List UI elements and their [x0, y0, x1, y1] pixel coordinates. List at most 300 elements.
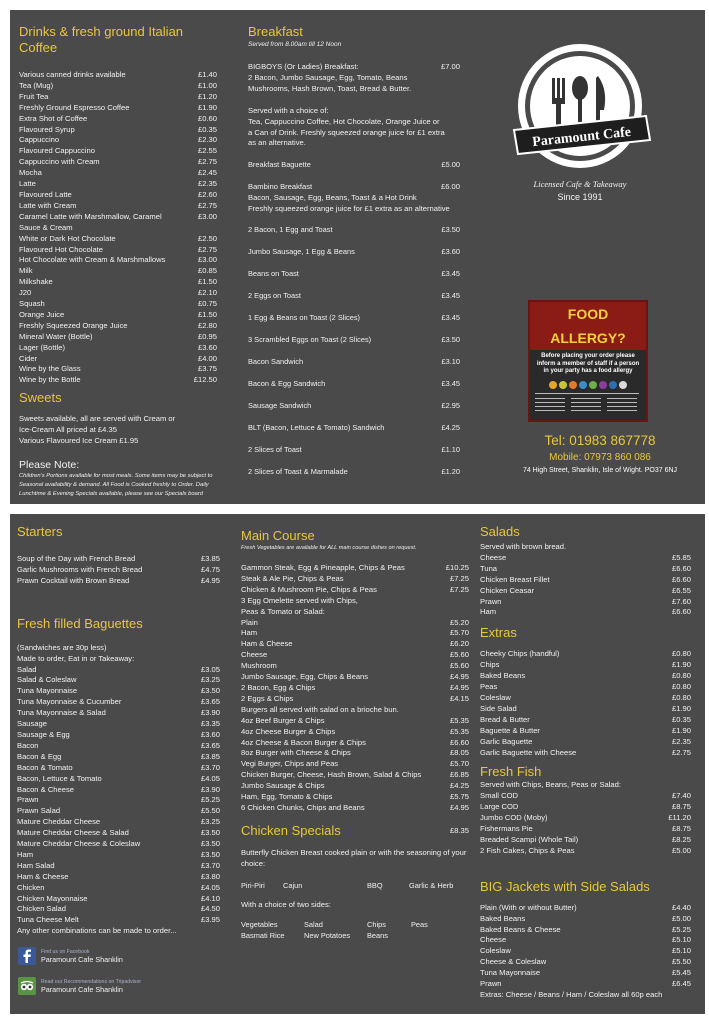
item-name: BLT (Bacon, Lettuce & Tomato) Sandwich	[248, 423, 385, 433]
item-price: £3.85	[200, 554, 220, 563]
allergy-title: FOOD ALLERGY?	[530, 302, 646, 350]
menu-item	[248, 357, 460, 368]
menu-item	[19, 354, 217, 365]
sweets-line: Sweets available, all are served with Cream or	[19, 414, 176, 424]
item-price: £6.60	[671, 563, 691, 573]
item-price: £3.90	[200, 784, 220, 794]
item-name: Flavoured Cappuccino	[19, 146, 95, 156]
menu-item	[17, 741, 220, 752]
menu-item	[241, 563, 469, 574]
item-price: £8.25	[671, 834, 691, 844]
item-name: Breakfast Baguette	[248, 160, 311, 170]
item-price: £4.25	[441, 423, 460, 433]
side-options	[241, 919, 469, 930]
item-price: £7.40	[671, 791, 691, 801]
item-price: £1.90	[671, 703, 691, 713]
logo-emblem	[500, 40, 660, 180]
menu-item	[248, 335, 460, 346]
menu-item	[19, 135, 217, 146]
item-price: £4.95	[449, 802, 469, 812]
menu-item	[241, 770, 469, 781]
chicken-price: £8.35	[449, 826, 469, 836]
item-name: Ham Salad	[17, 860, 55, 870]
item-name: 4oz Beef Burger & Chips	[241, 715, 325, 725]
cafe-logo	[500, 40, 660, 202]
menu-item	[241, 607, 469, 618]
item-name: Plain	[241, 617, 258, 627]
note-title: Please Note:	[19, 459, 80, 471]
item-price: £3.60	[441, 247, 460, 257]
item-price: £1.50	[197, 309, 217, 319]
fish-intro: Served with Chips, Beans, Peas or Salad:	[480, 780, 621, 790]
breakfast-title: Breakfast	[248, 24, 303, 39]
menu-item	[480, 704, 691, 715]
item-name: Large COD	[480, 802, 519, 812]
item-price: £3.65	[200, 697, 220, 707]
menu-item	[17, 665, 220, 676]
item-name: Sauce & Cream	[19, 222, 73, 232]
menu-item	[241, 672, 469, 683]
chicken-title: Chicken Specials	[241, 822, 341, 838]
item-price: £8.75	[671, 824, 691, 834]
salads-title: Salads	[480, 524, 520, 539]
item-price: £0.80	[671, 671, 691, 681]
allergen-icon	[569, 381, 577, 389]
item-price: £6.60	[671, 607, 691, 617]
sides-label: With a choice of two sides:	[241, 899, 331, 909]
item-price: £3.45	[441, 313, 460, 323]
item-name: Fruit Tea	[19, 91, 49, 101]
menu-item	[19, 255, 217, 266]
item-price: £3.05	[200, 664, 220, 674]
menu-item	[480, 660, 691, 671]
menu-item	[480, 791, 691, 802]
extras-list	[480, 649, 691, 758]
item-price: £4.95	[449, 672, 469, 682]
menu-item	[17, 675, 220, 686]
item-price	[465, 607, 469, 618]
menu-item	[248, 160, 460, 171]
item-name: Breaded Scampi (Whole Tail)	[480, 834, 579, 844]
menu-item	[480, 726, 691, 737]
menu-item	[241, 618, 469, 629]
menu-item	[241, 748, 469, 759]
drinks-section	[19, 24, 217, 499]
item-name: Ham	[480, 607, 497, 617]
menu-item	[241, 738, 469, 749]
menu-item	[248, 423, 460, 434]
item-name: Mature Cheddar Cheese & Salad	[17, 828, 129, 838]
item-name: 2 Eggs & Chips	[241, 693, 294, 703]
menu-item	[241, 727, 469, 738]
item-name: Prawn	[480, 979, 502, 989]
choice-line: Served with a choice of:	[248, 105, 329, 115]
item-name: Prawn Cocktail with Brown Bread	[17, 575, 130, 585]
menu-item	[480, 925, 691, 936]
menu-item	[17, 850, 220, 861]
item-name: White or Dark Hot Chocolate	[19, 233, 116, 243]
item-price: £5.25	[671, 924, 691, 934]
menu-item	[241, 639, 469, 650]
menu-item	[241, 574, 469, 585]
item-price: £3.50	[441, 335, 460, 345]
item-name: Tuna Mayonnaise	[17, 686, 78, 696]
item-price: £6.60	[449, 737, 469, 747]
item-name: Peas & Tomato or Salad:	[241, 606, 325, 616]
menu-item	[241, 759, 469, 770]
item-name: Fishermans Pie	[480, 824, 533, 834]
item-price: £5.70	[449, 759, 469, 769]
item-price: £5.70	[449, 628, 469, 638]
menu-item	[17, 894, 220, 905]
item-name: Bacon, Lettuce & Tomato	[17, 773, 102, 783]
item-name: Ham & Cheese	[241, 639, 293, 649]
menu-item	[17, 861, 220, 872]
item-price: £3.50	[200, 828, 220, 838]
item-price: £3.25	[200, 817, 220, 827]
menu-item	[480, 737, 691, 748]
drinks-list	[19, 70, 217, 386]
item-price: £5.35	[449, 726, 469, 736]
side-option: Basmati Rice	[241, 930, 285, 940]
menu-item	[19, 146, 217, 157]
item-price: £1.50	[197, 277, 217, 287]
item-price: £3.50	[200, 849, 220, 859]
item-name: Tuna Mayonnaise & Cucumber	[17, 697, 122, 707]
item-name: Freshly Squeezed Orange Juice	[19, 320, 128, 330]
seasoning-option: BBQ	[367, 880, 383, 890]
item-name: Salad & Coleslaw	[17, 675, 77, 685]
item-name: Latte with Cream	[19, 200, 77, 210]
item-name: Plain (With or without Butter)	[480, 902, 577, 912]
contact-info	[510, 432, 690, 477]
item-price: £4.15	[449, 693, 469, 703]
main-list	[241, 563, 469, 814]
item-name: Baked Beans & Cheese	[480, 924, 561, 934]
item-price: £5.20	[449, 617, 469, 627]
item-name: 3 Egg Omelette served with Chips,	[241, 595, 358, 605]
seasoning-options	[241, 880, 469, 891]
sweets-line: Ice-Cream All priced at £4.35	[19, 425, 117, 435]
item-name: Cheese	[480, 552, 507, 562]
menu-item	[480, 946, 691, 957]
menu-item	[19, 375, 217, 386]
item-price: £0.80	[671, 692, 691, 702]
item-price: £4.05	[200, 773, 220, 783]
item-name: Steak & Ale Pie, Chips & Peas	[241, 573, 344, 583]
item-price: £1.00	[197, 80, 217, 90]
item-price: £12.50	[193, 375, 217, 385]
drinks-title: Drinks & fresh ground Italian Coffee	[19, 24, 184, 55]
menu-item	[19, 364, 217, 375]
allergen-icon	[579, 381, 587, 389]
item-name: Chicken Mayonnaise	[17, 893, 88, 903]
item-price: £2.35	[197, 179, 217, 189]
item-name: 8oz Burger with Cheese & Chips	[241, 748, 351, 758]
item-name: Bacon & Egg Sandwich	[248, 379, 326, 389]
item-price: £0.35	[671, 714, 691, 724]
side-option: Beans	[367, 930, 388, 940]
item-name: Cappuccino	[19, 135, 60, 145]
menu-item	[19, 179, 217, 190]
item-name: Tuna Mayonnaise & Salad	[17, 708, 106, 718]
item-price: £7.25	[449, 573, 469, 583]
item-price: £2.50	[197, 233, 217, 243]
item-name: Wine by the Glass	[19, 364, 81, 374]
item-price: £3.25	[200, 675, 220, 685]
sweets-title: Sweets	[19, 390, 62, 406]
item-price: £2.75	[197, 157, 217, 167]
menu-item	[241, 694, 469, 705]
item-price: £5.00	[441, 160, 460, 170]
item-name: Various canned drinks available	[19, 70, 126, 79]
jackets-list	[480, 903, 691, 990]
menu-item	[241, 596, 469, 607]
menu-item	[17, 904, 220, 915]
item-name: Tea (Mug)	[19, 80, 54, 90]
item-name: Tuna	[480, 563, 498, 573]
item-name: Milkshake	[19, 277, 53, 287]
item-price: £3.60	[200, 729, 220, 739]
menu-item	[19, 70, 217, 81]
fish-list	[480, 791, 691, 856]
item-name: Jumbo COD (Moby)	[480, 813, 548, 823]
menu-item	[480, 914, 691, 925]
item-price: £4.95	[200, 575, 220, 585]
breakfast-section	[248, 24, 460, 489]
item-name: Salad	[17, 664, 37, 674]
item-name: Lager (Bottle)	[19, 342, 66, 352]
menu-item	[19, 212, 217, 223]
menu-item	[480, 682, 691, 693]
item-name: Bacon & Tomato	[17, 762, 73, 772]
menu-item	[480, 597, 691, 608]
menu-item	[17, 872, 220, 883]
item-name: 6 Chicken Chunks, Chips and Beans	[241, 802, 365, 812]
item-price: £3.95	[200, 915, 220, 925]
mobile[interactable]: Mobile: 07973 860 086	[549, 452, 651, 463]
menu-item	[19, 190, 217, 201]
menu-item	[17, 554, 220, 565]
menu-item	[19, 201, 217, 212]
menu-item	[19, 234, 217, 245]
menu-item	[241, 705, 469, 716]
item-name: Hot Chocolate with Cream & Marshmallows	[19, 255, 166, 265]
item-desc: Freshly squeezed orange juice for £1 extra as an alternative	[248, 204, 450, 214]
item-price: £5.00	[671, 913, 691, 923]
item-price: £6.20	[449, 639, 469, 649]
item-price: £1.20	[441, 467, 460, 477]
tripadvisor-link[interactable]	[18, 977, 141, 995]
item-price: £4.10	[200, 893, 220, 903]
item-name: Wine by the Bottle	[19, 375, 81, 385]
menu-item	[480, 607, 691, 618]
item-price: £3.65	[200, 740, 220, 750]
food-allergy-notice	[528, 300, 648, 422]
item-name: Cheeky Chips (handful)	[480, 649, 560, 659]
menu-item	[480, 715, 691, 726]
menu-item	[241, 661, 469, 672]
item-price: £5.25	[200, 795, 220, 805]
jackets-title: BIG Jackets with Side Salads	[480, 878, 650, 894]
item-price: £0.60	[197, 113, 217, 123]
item-price: £3.70	[200, 762, 220, 772]
item-name: Mineral Water (Bottle)	[19, 331, 93, 341]
menu-item	[248, 313, 460, 324]
item-name: Vegi Burger, Chips and Peas	[241, 759, 339, 769]
item-price: £4.50	[200, 904, 220, 914]
menu-item	[17, 839, 220, 850]
extras-title: Extras	[480, 625, 517, 641]
item-name: Freshly Ground Espresso Coffee	[19, 102, 130, 112]
item-price: £8.75	[671, 802, 691, 812]
item-price: £5.10	[671, 946, 691, 956]
item-name: Squash	[19, 299, 45, 309]
facebook-name: Paramount Cafe Shanklin	[41, 955, 123, 964]
menu-item	[17, 719, 220, 730]
item-name: Bacon	[17, 740, 39, 750]
item-price: £2.80	[197, 320, 217, 330]
item-name: Cheese & Coleslaw	[480, 957, 547, 967]
item-name: Baked Beans	[480, 671, 526, 681]
menu-item	[19, 310, 217, 321]
item-price: £10.25	[445, 563, 469, 572]
facebook-link[interactable]	[18, 947, 123, 965]
menu-item	[17, 774, 220, 785]
menu-item	[480, 802, 691, 813]
item-name: Mushroom	[241, 661, 277, 671]
item-name: Chicken Burger, Cheese, Hash Brown, Salad & Chips	[241, 770, 422, 780]
menu-item	[17, 708, 220, 719]
item-price: £5.35	[449, 715, 469, 725]
seasoning-option: Cajun	[283, 880, 303, 890]
item-price: £8.05	[449, 748, 469, 758]
item-price: £3.50	[441, 225, 460, 235]
menu-item	[19, 266, 217, 277]
item-price: £5.00	[671, 845, 691, 855]
item-price: £3.10	[441, 357, 460, 367]
item-price: £3.70	[200, 860, 220, 870]
item-price	[465, 596, 469, 607]
allergen-list	[530, 391, 646, 421]
item-price: £3.45	[441, 269, 460, 279]
item-price: £1.90	[197, 102, 217, 112]
choice-line: a Can of Drink. Freshly squeezed orange juice for £1 extra	[248, 127, 445, 137]
menu-item	[19, 157, 217, 168]
item-name: Ham	[17, 849, 34, 859]
menu-item	[241, 716, 469, 727]
item-name: Tuna Cheese Melt	[17, 915, 79, 925]
note-text: Children's Portions available for most meals. Some items may be subject to Seasonal availability & demand. All Food is Cooked freshly to Order. Daily Lunchtime & Evening Specials available, please see our Specials board	[19, 473, 213, 497]
item-name: Garlic Baguette	[480, 736, 533, 746]
menu-item	[17, 697, 220, 708]
menu-item	[19, 332, 217, 343]
menu-item	[17, 828, 220, 839]
allergen-icon	[609, 381, 617, 389]
item-name: Cider	[19, 353, 38, 363]
menu-item	[17, 795, 220, 806]
item-name: Peas	[480, 682, 498, 692]
menu-item	[248, 182, 460, 193]
chicken-specials-header	[241, 823, 469, 839]
item-price: £4.00	[197, 353, 217, 363]
menu-item	[248, 401, 460, 412]
fish-title: Fresh Fish	[480, 764, 542, 780]
item-name: Chicken Breast Fillet	[480, 574, 550, 584]
item-name: Chicken	[17, 882, 45, 892]
item-name: Cheese	[480, 935, 507, 945]
item-name: 2 Eggs on Toast	[248, 291, 301, 301]
menu-item	[480, 968, 691, 979]
menu-item	[241, 683, 469, 694]
menu-item	[17, 576, 220, 587]
item-price: £0.95	[197, 331, 217, 341]
tagline: Licensed Cafe & Takeaway	[533, 179, 627, 189]
item-price: £3.00	[197, 211, 217, 221]
item-name: Cappuccino with Cream	[19, 157, 100, 167]
item-name: Flavoured Hot Chocolate	[19, 244, 103, 254]
item-price: £3.45	[441, 379, 460, 389]
menu-item	[480, 564, 691, 575]
menu-item	[19, 168, 217, 179]
item-price: £0.75	[197, 299, 217, 309]
item-name: Coleslaw	[480, 692, 511, 702]
menu-item	[17, 752, 220, 763]
item-name: 4oz Cheese Burger & Chips	[241, 726, 336, 736]
menu-item	[19, 343, 217, 354]
item-price: £5.75	[449, 792, 469, 802]
item-price: £4.05	[200, 882, 220, 892]
item-price: £2.35	[671, 736, 691, 746]
item-name: Chicken Ceasar	[480, 585, 535, 595]
item-name: Sausage	[17, 719, 47, 729]
item-price: £6.55	[671, 585, 691, 595]
item-price: £4.75	[200, 564, 220, 574]
menu-item	[480, 957, 691, 968]
item-name: BIGBOYS (Or Ladies) Breakfast:	[248, 62, 359, 71]
menu-item	[17, 763, 220, 774]
baguettes-intro: Made to order, Eat in or Takeaway:	[17, 653, 135, 663]
tripadvisor-caption: Read our Recommendations on Tripadvisor	[41, 978, 142, 985]
menu-item	[248, 291, 460, 302]
item-name: Baked Beans	[480, 913, 526, 923]
item-name: Chicken & Mushroom Pie, Chips & Peas	[241, 584, 377, 594]
jackets-footer: Extras: Cheese / Beans / Ham / Coleslaw all 60p each	[480, 990, 663, 999]
menu-item	[480, 553, 691, 564]
choice-line: Tea, Cappuccino Coffee, Hot Chocolate, Orange Juice or	[248, 116, 440, 126]
item-price: £5.85	[671, 552, 691, 562]
menu-item	[480, 903, 691, 914]
item-name: Jumbo Sausage & Chips	[241, 781, 325, 791]
telephone[interactable]: Tel: 01983 867778	[544, 433, 656, 448]
menu-item	[17, 785, 220, 796]
item-price: £1.40	[197, 70, 217, 79]
menu-item	[17, 730, 220, 741]
menu-item	[17, 565, 220, 576]
item-price: £0.85	[197, 266, 217, 276]
seasoning-option: Piri-Piri	[241, 880, 265, 890]
item-price	[465, 705, 469, 716]
baguettes-title: Fresh filled Baguettes	[17, 615, 143, 631]
menu-item	[19, 277, 217, 288]
item-price: £1.90	[671, 660, 691, 670]
menu-item	[241, 628, 469, 639]
breakfast-subtitle: Served from 8.00am till 12 Noon	[248, 41, 342, 48]
item-name: Prawn	[480, 596, 502, 606]
item-price: £2.55	[197, 146, 217, 156]
item-price: £7.25	[449, 584, 469, 594]
item-price: £2.75	[671, 747, 691, 757]
